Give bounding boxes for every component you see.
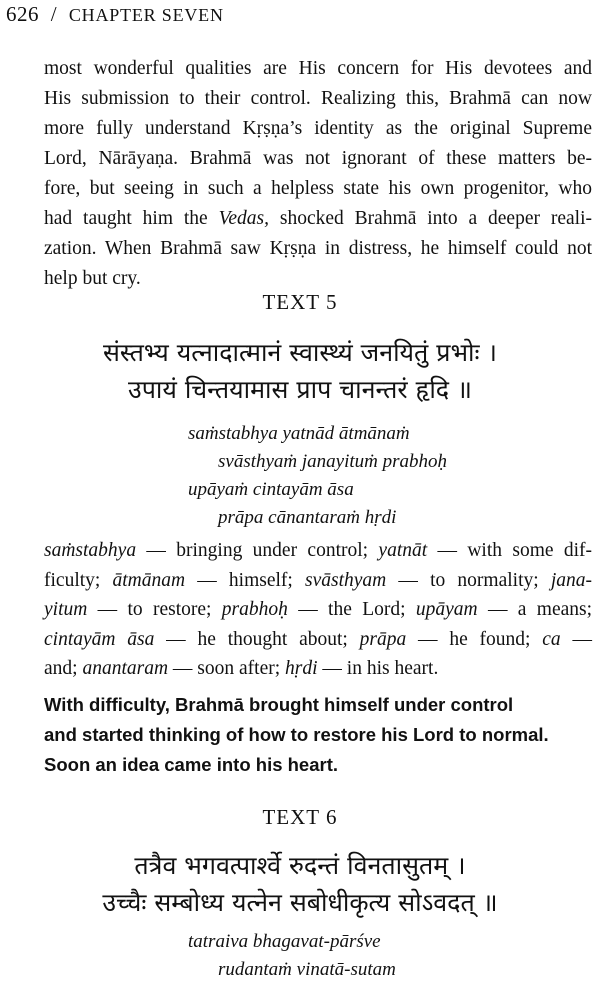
synonym-line: and; anantaram — soon after; hṛdi — in his heart.: [44, 658, 439, 679]
purport-line: fore, but seeing in such a helpless state his own progenitor, who: [44, 178, 592, 199]
synonym-line: saṁstabhya — bringing under control; yatnāt — with some dif-: [44, 540, 593, 561]
translation-line: and started thinking of how to restore his Lord to normal.: [44, 724, 549, 745]
chapter-title: CHAPTER SEVEN: [68, 5, 224, 25]
purport-line: had taught him the Vedas, shocked Brahmā into a deeper reali-: [44, 208, 592, 229]
verse-heading: TEXT 6: [262, 805, 338, 829]
purport-line: Lord, Nārāyaṇa. Brahmā was not ignorant of these matters be-: [44, 148, 592, 169]
synonym-line: ficulty; ātmānam — himself; svāsthyam — to normality; jana-: [44, 569, 592, 591]
devanagari-line: संस्तभ्य यत्नादात्मानं स्वास्थ्यं जनयितुं प्रभोः ।: [102, 338, 498, 367]
synonym-line: yitum — to restore; prabhoḥ — the Lord; upāyam — a means;: [44, 599, 593, 620]
synonym-line: cintayām āsa — he thought about; prāpa — he found; ca —: [44, 628, 592, 650]
purport-line: most wonderful qualities are His concern for His devotees and: [44, 58, 592, 79]
transliteration-line: rudantaṁ vinatā-sutam: [218, 959, 396, 980]
purport-paragraph: [44, 54, 592, 294]
transliteration-line: upāyaṁ cintayām āsa: [188, 479, 354, 500]
transliteration: [188, 928, 396, 984]
transliteration-line: prāpa cānantaraṁ hṛdi: [218, 507, 397, 528]
purport-line: zation. When Brahmā saw Kṛṣṇa in distress, he himself could not: [44, 238, 592, 259]
transliteration-line: tatraiva bhagavat-pārśve: [188, 931, 381, 952]
header-separator: /: [50, 2, 58, 26]
devanagari-verse: [0, 847, 600, 921]
translation-line: Soon an idea came into his heart.: [44, 754, 339, 775]
devanagari-line: उपायं चिन्तयामास प्राप चानन्तरं हृदि ॥: [128, 375, 472, 404]
devanagari-verse: [0, 334, 600, 408]
verse-translation: [44, 690, 592, 780]
purport-line: help but cry.: [44, 268, 141, 289]
purport-line: His submission to their control. Realizing this, Brahmā can now: [44, 88, 592, 109]
translation-line: With difficulty, Brahmā brought himself under control: [44, 694, 514, 715]
page-number: 626: [6, 2, 39, 26]
word-synonyms: [44, 536, 592, 684]
purport-line: more fully understand Kṛṣṇa’s identity as the original Supreme: [44, 118, 592, 139]
transliteration: [188, 420, 447, 532]
transliteration-line: saṁstabhya yatnād ātmānaṁ: [188, 423, 410, 444]
transliteration-line: svāsthyaṁ janayituṁ prabhoḥ: [218, 451, 448, 472]
verse-heading: TEXT 5: [262, 290, 338, 314]
running-header: [6, 2, 224, 27]
devanagari-line: उच्चैः सम्बोध्य यत्नेन सबोधीकृत्य सोऽवदत् ॥: [102, 888, 498, 917]
devanagari-line: तत्रैव भगवत्पार्श्वे रुदन्तं विनतासुतम् ।: [134, 851, 466, 880]
